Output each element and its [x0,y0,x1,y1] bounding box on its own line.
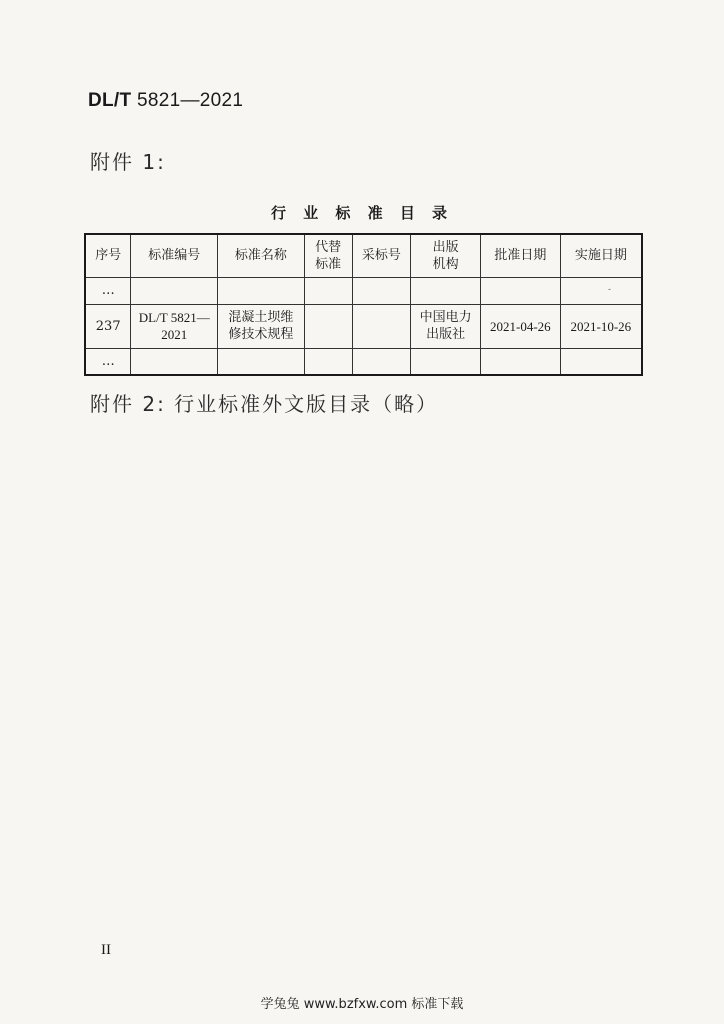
stray-mark: - [607,285,611,295]
table-cell [560,277,642,304]
footer-watermark-text: 学兔兔 www.bzfxw.com 标准下载 [260,997,464,1012]
table-cell [480,277,560,304]
col-header-replaces: 代替 标准 [304,234,352,277]
col-header-name: 标准名称 [218,234,305,277]
table-cell [480,348,560,375]
table-cell [411,277,481,304]
page-number: II [101,942,111,958]
table-title: 行 业 标 准 目 录 [270,204,454,222]
table-row [85,348,642,375]
adopted-cell [352,304,411,348]
standard-code-number: 5821—2021 [137,90,244,111]
attachment-2-label: 附件 2: 行业标准外文版目录（略） [90,392,439,416]
col-header-code: 标准编号 [131,234,218,277]
table-cell [218,348,305,375]
table-header-row [85,234,642,277]
standard-code-prefix: DL/T [88,90,132,111]
table-cell [352,277,411,304]
replaces-cell [304,304,352,348]
col-header-seq: 序号 [85,234,131,277]
table-cell [131,277,218,304]
table-cell [411,348,481,375]
table-cell [304,277,352,304]
col-header-effective: 实施日期 [560,234,642,277]
code-cell: DL/T 5821— 2021 [131,304,218,348]
table-cell [560,348,642,375]
table-cell [352,348,411,375]
ellipsis-cell: … [85,348,131,375]
effective-date-cell: 2021-10-26 [560,304,642,348]
approved-date-cell: 2021-04-26 [480,304,560,348]
table-row [85,304,642,348]
table-row [85,277,642,304]
standards-catalog-table [84,233,643,376]
ellipsis-cell: … [85,277,131,304]
table-cell [218,277,305,304]
seq-cell: 237 [85,304,131,348]
col-header-publisher: 出版 机构 [411,234,481,277]
standard-code [88,90,243,112]
publisher-cell: 中国电力 出版社 [411,304,481,348]
col-header-adopted: 采标号 [352,234,411,277]
attachment-1-label: 附件 1: [90,150,166,174]
table-cell [304,348,352,375]
table-cell [131,348,218,375]
col-header-approved: 批准日期 [480,234,560,277]
name-cell: 混凝土坝维 修技术规程 [218,304,305,348]
